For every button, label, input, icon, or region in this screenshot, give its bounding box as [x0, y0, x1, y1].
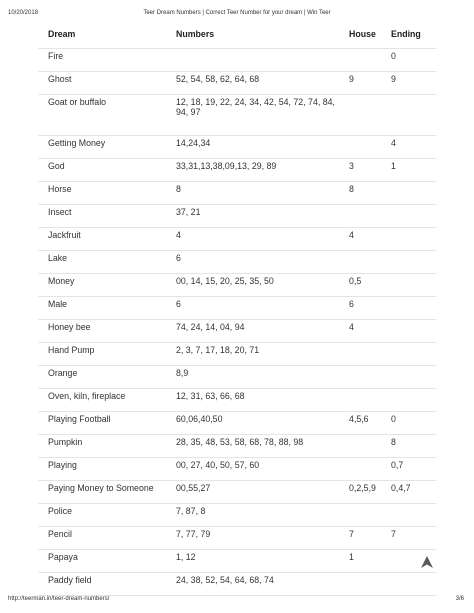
cell-house [339, 504, 381, 527]
cell-dream: Police [38, 504, 166, 527]
table-row [38, 573, 436, 596]
cell-ending: 0,7 [381, 458, 436, 481]
table-row [38, 389, 436, 412]
cell-dream: Orange [38, 366, 166, 389]
table-row [38, 366, 436, 389]
table-row [38, 136, 436, 159]
table-row [38, 320, 436, 343]
cell-house: 0,2,5,9 [339, 481, 381, 504]
cell-numbers: 7, 87, 8 [166, 504, 339, 527]
cell-dream: Horse [38, 182, 166, 205]
cell-numbers: 7, 77, 79 [166, 527, 339, 550]
cell-dream: Paddy field [38, 573, 166, 596]
table-row [38, 527, 436, 550]
cell-dream: Insect [38, 205, 166, 228]
cell-dream: Pencil [38, 527, 166, 550]
cell-dream: Papaya [38, 550, 166, 573]
cell-numbers: 37, 21 [166, 205, 339, 228]
column-header-dream: Dream [38, 24, 166, 49]
cell-ending: 1 [381, 159, 436, 182]
cell-dream: Paying Money to Someone [38, 481, 166, 504]
cell-numbers: 1, 12 [166, 550, 339, 573]
cell-ending: 0,4,7 [381, 481, 436, 504]
table-row [38, 182, 436, 205]
print-date: 10/20/2018 [8, 10, 39, 16]
cell-ending [381, 228, 436, 251]
cell-house [339, 389, 381, 412]
cell-ending [381, 573, 436, 596]
cell-dream: Jackfruit [38, 228, 166, 251]
cell-numbers: 8,9 [166, 366, 339, 389]
cell-ending [381, 274, 436, 297]
cell-dream: God [38, 159, 166, 182]
cell-dream: Getting Money [38, 136, 166, 159]
cell-house [339, 458, 381, 481]
cell-dream: Ghost [38, 72, 166, 95]
cell-ending [381, 343, 436, 366]
table-row [38, 481, 436, 504]
table-row [38, 550, 436, 573]
table-body [38, 49, 436, 596]
cell-ending [381, 297, 436, 320]
cell-numbers: 60,06,40,50 [166, 412, 339, 435]
cell-ending [381, 504, 436, 527]
cell-dream: Playing Football [38, 412, 166, 435]
dream-numbers-table [38, 24, 436, 596]
cell-ending [381, 320, 436, 343]
table-row [38, 458, 436, 481]
cell-house [339, 343, 381, 366]
cell-house: 4 [339, 320, 381, 343]
cell-ending: 9 [381, 72, 436, 95]
column-header-house: House [339, 24, 381, 49]
table-row [38, 251, 436, 274]
cell-house: 7 [339, 527, 381, 550]
footer-url: http://teerman.in/teer-dream-numbers/ [8, 596, 110, 602]
cell-house [339, 573, 381, 596]
cell-dream: Oven, kiln, fireplace [38, 389, 166, 412]
cell-dream: Goat or buffalo [38, 95, 166, 136]
table-row [38, 297, 436, 320]
cell-numbers: 6 [166, 297, 339, 320]
cell-numbers: 52, 54, 58, 62, 64, 68 [166, 72, 339, 95]
cell-house: 4,5,6 [339, 412, 381, 435]
cell-ending [381, 251, 436, 274]
cell-numbers: 6 [166, 251, 339, 274]
cell-dream: Fire [38, 49, 166, 72]
cell-ending [381, 366, 436, 389]
cell-numbers: 33,31,13,38,09,13, 29, 89 [166, 159, 339, 182]
cell-numbers: 24, 38, 52, 54, 64, 68, 74 [166, 573, 339, 596]
cell-numbers: 4 [166, 228, 339, 251]
cell-numbers: 2, 3, 7, 17, 18, 20, 71 [166, 343, 339, 366]
cell-house: 0,5 [339, 274, 381, 297]
cell-house [339, 366, 381, 389]
cell-house [339, 95, 381, 136]
cell-house: 8 [339, 182, 381, 205]
cell-dream: Playing [38, 458, 166, 481]
cell-numbers: 14,24,34 [166, 136, 339, 159]
up-arrow-icon[interactable] [420, 555, 434, 569]
cell-house: 1 [339, 550, 381, 573]
table-header-row [38, 24, 436, 49]
cell-ending [381, 95, 436, 136]
cell-ending [381, 182, 436, 205]
cell-house [339, 136, 381, 159]
cell-house [339, 251, 381, 274]
column-header-numbers: Numbers [166, 24, 339, 49]
page-title: Teer Dream Numbers | Correct Teer Number for your dream | Win Teer [143, 10, 331, 16]
cell-ending [381, 205, 436, 228]
cell-house: 6 [339, 297, 381, 320]
cell-house: 9 [339, 72, 381, 95]
cell-dream: Honey bee [38, 320, 166, 343]
cell-numbers: 12, 31, 63, 66, 68 [166, 389, 339, 412]
cell-dream: Male [38, 297, 166, 320]
cell-dream: Lake [38, 251, 166, 274]
cell-numbers: 28, 35, 48, 53, 58, 68, 78, 88, 98 [166, 435, 339, 458]
cell-ending: 7 [381, 527, 436, 550]
cell-house: 3 [339, 159, 381, 182]
table-row [38, 274, 436, 297]
cell-ending: 8 [381, 435, 436, 458]
cell-dream: Pumpkin [38, 435, 166, 458]
page-number: 3/6 [455, 596, 464, 602]
cell-numbers: 74, 24, 14, 04, 94 [166, 320, 339, 343]
cell-ending [381, 389, 436, 412]
cell-numbers [166, 49, 339, 72]
cell-numbers: 12, 18, 19, 22, 24, 34, 42, 54, 72, 74, 84, 94, 97 [166, 95, 339, 136]
cell-house [339, 49, 381, 72]
cell-numbers: 00,55,27 [166, 481, 339, 504]
cell-dream: Hand Pump [38, 343, 166, 366]
table-row [38, 95, 436, 136]
table-row [38, 228, 436, 251]
cell-numbers: 00, 27, 40, 50, 57, 60 [166, 458, 339, 481]
cell-house [339, 205, 381, 228]
cell-house [339, 435, 381, 458]
cell-dream: Money [38, 274, 166, 297]
table-row [38, 159, 436, 182]
table-row [38, 435, 436, 458]
table-row [38, 205, 436, 228]
cell-ending: 0 [381, 49, 436, 72]
cell-numbers: 00, 14, 15, 20, 25, 35, 50 [166, 274, 339, 297]
table-row [38, 343, 436, 366]
column-header-ending: Ending [381, 24, 436, 49]
cell-house: 4 [339, 228, 381, 251]
table-row [38, 412, 436, 435]
cell-ending: 0 [381, 412, 436, 435]
table-row [38, 72, 436, 95]
cell-ending: 4 [381, 136, 436, 159]
cell-numbers: 8 [166, 182, 339, 205]
table-row [38, 504, 436, 527]
table-row [38, 49, 436, 72]
